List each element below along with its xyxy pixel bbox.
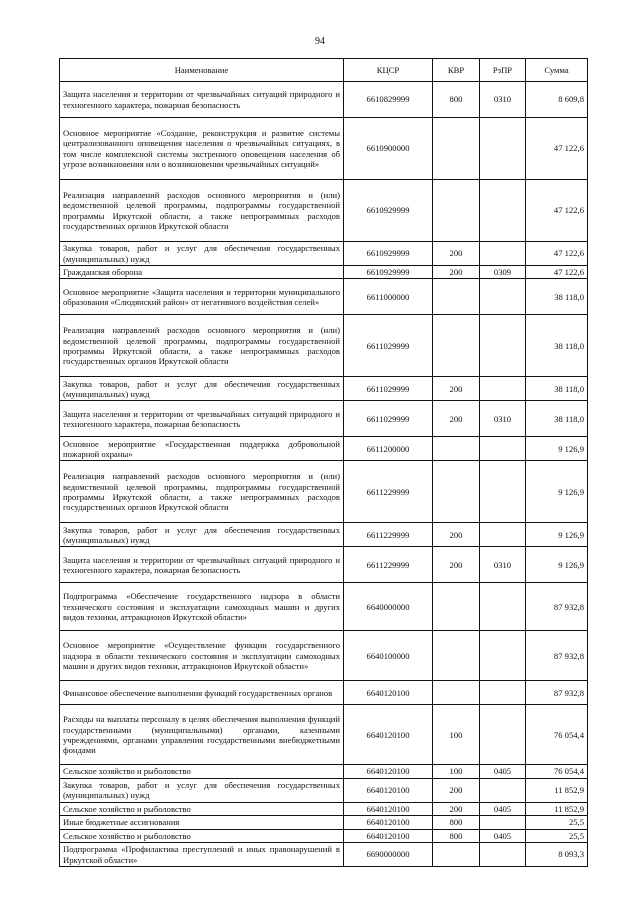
- row-sum: 9 126,9: [526, 437, 588, 461]
- row-sum: 25,5: [526, 829, 588, 842]
- header-kcsr: КЦСР: [344, 59, 433, 82]
- table-row: [60, 461, 588, 523]
- row-kcsr: 6640120100: [344, 829, 433, 842]
- header-name: Наименование: [60, 59, 344, 82]
- row-sum: 8 609,8: [526, 82, 588, 118]
- row-rpr: [480, 437, 526, 461]
- row-kvr: [433, 631, 480, 681]
- table-header-row: [60, 59, 588, 82]
- row-sum: 38 118,0: [526, 377, 588, 401]
- table-row: [60, 377, 588, 401]
- table-row: [60, 118, 588, 180]
- row-kcsr: 6610929999: [344, 242, 433, 266]
- row-sum: 47 122,6: [526, 180, 588, 242]
- row-rpr: [480, 315, 526, 377]
- table-row: [60, 279, 588, 315]
- row-name: Реализация направлений расходов основного мероприятия и (или) ведомственной целевой программы, подпрограммы государственной программы Иркутской области, а также непрограммных расходов государственных органов Иркутской области: [60, 461, 344, 523]
- row-rpr: 0405: [480, 802, 526, 815]
- row-name: Основное мероприятие «Осуществление функции государственного надзора в области технического состояния и эксплуатации самоходных машин и других видов техники, аттракционов Иркутской области»: [60, 631, 344, 681]
- row-rpr: [480, 242, 526, 266]
- row-kvr: [433, 279, 480, 315]
- row-sum: 87 932,8: [526, 583, 588, 631]
- table-row: [60, 681, 588, 705]
- row-sum: 38 118,0: [526, 279, 588, 315]
- row-kcsr: 6640120100: [344, 802, 433, 815]
- row-kvr: 800: [433, 82, 480, 118]
- row-kcsr: 6611229999: [344, 547, 433, 583]
- row-sum: 47 122,6: [526, 242, 588, 266]
- row-rpr: [480, 523, 526, 547]
- row-kcsr: 6610829999: [344, 82, 433, 118]
- row-rpr: [480, 118, 526, 180]
- row-rpr: [480, 681, 526, 705]
- budget-table: [59, 58, 588, 867]
- table-row: [60, 437, 588, 461]
- row-name: Гражданская оборона: [60, 266, 344, 279]
- row-name: Подпрограмма «Профилактика преступлений и иных правонарушений в Иркутской области»: [60, 843, 344, 867]
- row-rpr: [480, 461, 526, 523]
- row-kcsr: 6611029999: [344, 315, 433, 377]
- row-sum: 47 122,6: [526, 266, 588, 279]
- table-row: [60, 401, 588, 437]
- row-name: Сельское хозяйство и рыболовство: [60, 765, 344, 778]
- row-name: Основное мероприятие «Государственная поддержка добровольной пожарной охраны»: [60, 437, 344, 461]
- row-kvr: 800: [433, 829, 480, 842]
- row-kvr: 200: [433, 377, 480, 401]
- row-sum: 38 118,0: [526, 401, 588, 437]
- row-sum: 87 932,8: [526, 681, 588, 705]
- row-name: Закупка товаров, работ и услуг для обеспечения государственных (муниципальных) нужд: [60, 778, 344, 802]
- row-kcsr: 6610929999: [344, 266, 433, 279]
- header-kvr: КВР: [433, 59, 480, 82]
- row-name: Иные бюджетные ассигнования: [60, 816, 344, 829]
- row-sum: 11 852,9: [526, 778, 588, 802]
- row-kvr: 800: [433, 816, 480, 829]
- row-sum: 25,5: [526, 816, 588, 829]
- row-kcsr: 6611000000: [344, 279, 433, 315]
- table-row: [60, 631, 588, 681]
- table-row: [60, 802, 588, 815]
- row-kcsr: 6640000000: [344, 583, 433, 631]
- row-kcsr: 6640120100: [344, 778, 433, 802]
- row-kvr: [433, 583, 480, 631]
- header-rpr: РзПР: [480, 59, 526, 82]
- row-name: Расходы на выплаты персоналу в целях обеспечения выполнения функций государственными (муниципальными) органами, казенными учреждениями, органами управления государственными внебюджетными фондами: [60, 705, 344, 765]
- row-kvr: [433, 681, 480, 705]
- row-sum: 87 932,8: [526, 631, 588, 681]
- row-rpr: [480, 705, 526, 765]
- table-row: [60, 547, 588, 583]
- row-kvr: 100: [433, 705, 480, 765]
- row-sum: 9 126,9: [526, 461, 588, 523]
- row-rpr: 0405: [480, 765, 526, 778]
- row-kvr: 200: [433, 802, 480, 815]
- row-name: Подпрограмма «Обеспечение государственного надзора в области технического состояния и эксплуатации самоходных машин и других видов техники, аттракционов Иркутской области»: [60, 583, 344, 631]
- row-kvr: [433, 461, 480, 523]
- row-sum: 11 852,9: [526, 802, 588, 815]
- row-kvr: 200: [433, 523, 480, 547]
- row-kcsr: 6611229999: [344, 461, 433, 523]
- row-kcsr: 6640120100: [344, 705, 433, 765]
- row-rpr: 0310: [480, 401, 526, 437]
- row-rpr: 0310: [480, 82, 526, 118]
- row-rpr: [480, 778, 526, 802]
- row-kvr: 200: [433, 242, 480, 266]
- row-rpr: [480, 377, 526, 401]
- row-name: Защита населения и территории от чрезвычайных ситуаций природного и техногенного характера, пожарная безопасность: [60, 401, 344, 437]
- row-kvr: 200: [433, 547, 480, 583]
- row-kcsr: 6611029999: [344, 377, 433, 401]
- row-kvr: 200: [433, 778, 480, 802]
- row-sum: 47 122,6: [526, 118, 588, 180]
- row-kvr: 200: [433, 266, 480, 279]
- row-name: Реализация направлений расходов основного мероприятия и (или) ведомственной целевой программы, подпрограммы государственной программы Иркутской области, а также непрограммных расходов государственных органов Иркутской области: [60, 180, 344, 242]
- row-sum: 76 054,4: [526, 765, 588, 778]
- row-kcsr: 6640100000: [344, 631, 433, 681]
- row-name: Сельское хозяйство и рыболовство: [60, 802, 344, 815]
- row-name: Закупка товаров, работ и услуг для обеспечения государственных (муниципальных) нужд: [60, 242, 344, 266]
- row-kvr: 200: [433, 401, 480, 437]
- row-sum: 9 126,9: [526, 523, 588, 547]
- row-rpr: [480, 816, 526, 829]
- row-name: Закупка товаров, работ и услуг для обеспечения государственных (муниципальных) нужд: [60, 377, 344, 401]
- row-rpr: 0310: [480, 547, 526, 583]
- row-kcsr: 6690000000: [344, 843, 433, 867]
- row-name: Защита населения и территории от чрезвычайных ситуаций природного и техногенного характера, пожарная безопасность: [60, 547, 344, 583]
- row-name: Защита населения и территории от чрезвычайных ситуаций природного и техногенного характера, пожарная безопасность: [60, 82, 344, 118]
- row-kvr: [433, 437, 480, 461]
- row-rpr: [480, 843, 526, 867]
- table-row: [60, 705, 588, 765]
- row-name: Основное мероприятие «Защита населения и территории муниципального образования «Слюдянский район» от негативного воздействия селей»: [60, 279, 344, 315]
- row-kvr: [433, 315, 480, 377]
- page-number: 94: [315, 36, 325, 47]
- row-kcsr: 6611200000: [344, 437, 433, 461]
- row-kcsr: 6610900000: [344, 118, 433, 180]
- table-row: [60, 829, 588, 842]
- row-kvr: [433, 843, 480, 867]
- header-sum: Сумма: [526, 59, 588, 82]
- row-name: Основное мероприятие «Создание, реконструкция и развитие системы централизованного оповещения населения о чрезвычайных ситуациях, в том числе комплексной системы экстренного оповещения населения об угрозе возникновения или о возникновении чрезвычайных ситуаций»: [60, 118, 344, 180]
- row-sum: 76 054,4: [526, 705, 588, 765]
- table-row: [60, 82, 588, 118]
- row-kcsr: 6640120100: [344, 816, 433, 829]
- row-kvr: [433, 118, 480, 180]
- row-rpr: [480, 583, 526, 631]
- table-row: [60, 816, 588, 829]
- row-sum: 8 093,3: [526, 843, 588, 867]
- row-sum: 9 126,9: [526, 547, 588, 583]
- row-kcsr: 6640120100: [344, 765, 433, 778]
- row-rpr: [480, 631, 526, 681]
- row-name: Закупка товаров, работ и услуг для обеспечения государственных (муниципальных) нужд: [60, 523, 344, 547]
- row-kcsr: 6640120100: [344, 681, 433, 705]
- table-row: [60, 843, 588, 867]
- table-row: [60, 583, 588, 631]
- row-kvr: 100: [433, 765, 480, 778]
- table-row: [60, 180, 588, 242]
- table-row: [60, 266, 588, 279]
- table-row: [60, 765, 588, 778]
- row-kvr: [433, 180, 480, 242]
- row-sum: 38 118,0: [526, 315, 588, 377]
- row-rpr: [480, 180, 526, 242]
- row-rpr: [480, 279, 526, 315]
- row-kcsr: 6611229999: [344, 523, 433, 547]
- table-row: [60, 523, 588, 547]
- row-rpr: 0405: [480, 829, 526, 842]
- row-kcsr: 6611029999: [344, 401, 433, 437]
- table-row: [60, 315, 588, 377]
- row-name: Сельское хозяйство и рыболовство: [60, 829, 344, 842]
- row-rpr: 0309: [480, 266, 526, 279]
- table-row: [60, 242, 588, 266]
- row-kcsr: 6610929999: [344, 180, 433, 242]
- row-name: Реализация направлений расходов основного мероприятия и (или) ведомственной целевой программы, подпрограммы государственной программы Иркутской области, а также непрограммных расходов государственных органов Иркутской области: [60, 315, 344, 377]
- table-row: [60, 778, 588, 802]
- row-name: Финансовое обеспечение выполнения функций государственных органов: [60, 681, 344, 705]
